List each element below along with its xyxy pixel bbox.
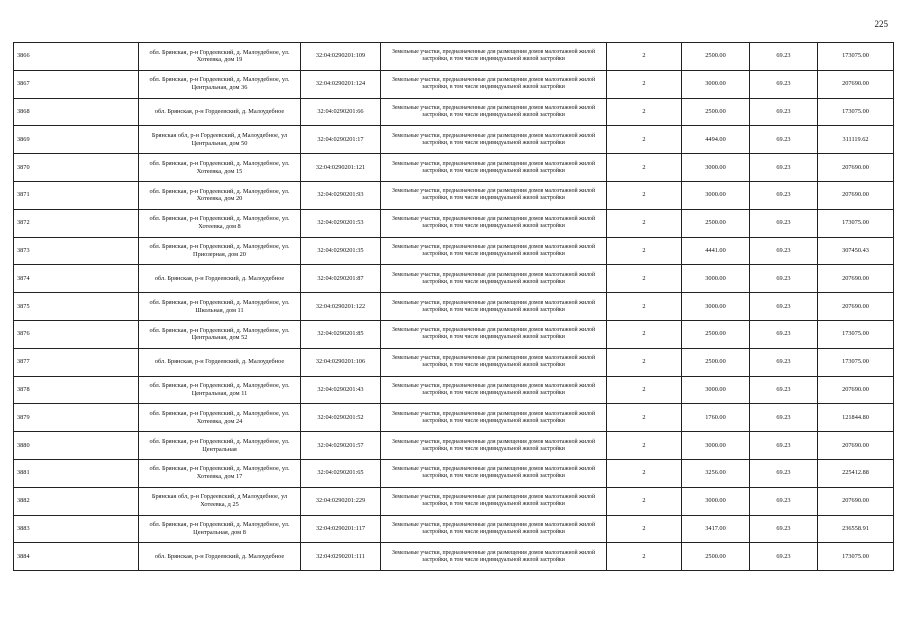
- land-registry-table: [13, 42, 894, 571]
- area-cell: 3000.00: [682, 70, 750, 98]
- address-cell: обл. Брянская, р-н Гордеевский, д. Малоудебное: [139, 348, 301, 376]
- row-number: 3871: [14, 181, 139, 209]
- rate-cell: 69.23: [750, 181, 818, 209]
- land-use-cell: Земельные участки, предназначенные для размещения домов малоэтажной жилой застройки, в том числе индивидуальной жилой застройки: [381, 348, 607, 376]
- address-cell: Брянская обл, р-н Гордеевский, д Малоудебное, ул Центральная, дом 50: [139, 126, 301, 154]
- area-cell: 3000.00: [682, 376, 750, 404]
- rate-cell: 69.23: [750, 126, 818, 154]
- rate-cell: 69.23: [750, 293, 818, 321]
- row-number: 3866: [14, 43, 139, 71]
- cadastral-value-cell: 207690.00: [818, 154, 894, 182]
- group-cell: 2: [607, 320, 682, 348]
- cadastral-value-cell: 207690.00: [818, 265, 894, 293]
- area-cell: 3000.00: [682, 181, 750, 209]
- land-use-cell: Земельные участки, предназначенные для размещения домов малоэтажной жилой застройки, в том числе индивидуальной жилой застройки: [381, 459, 607, 487]
- cadastral-number-cell: 32:04:0290201:57: [301, 432, 381, 460]
- land-use-cell: Земельные участки, предназначенные для размещения домов малоэтажной жилой застройки, в том числе индивидуальной жилой застройки: [381, 70, 607, 98]
- group-cell: 2: [607, 98, 682, 126]
- group-cell: 2: [607, 70, 682, 98]
- group-cell: 2: [607, 487, 682, 515]
- rate-cell: 69.23: [750, 43, 818, 71]
- table-row: [14, 43, 894, 71]
- table-row: [14, 404, 894, 432]
- rate-cell: 69.23: [750, 487, 818, 515]
- table-row: [14, 320, 894, 348]
- area-cell: 1760.00: [682, 404, 750, 432]
- table-body: [14, 43, 894, 571]
- cadastral-value-cell: 121844.80: [818, 404, 894, 432]
- table-row: [14, 265, 894, 293]
- cadastral-number-cell: 32:04:0290201:35: [301, 237, 381, 265]
- cadastral-value-cell: 207690.00: [818, 181, 894, 209]
- table-row: [14, 154, 894, 182]
- cadastral-number-cell: 32:04:0290201:229: [301, 487, 381, 515]
- table-row: [14, 432, 894, 460]
- group-cell: 2: [607, 404, 682, 432]
- group-cell: 2: [607, 459, 682, 487]
- address-cell: обл. Брянская, р-н Гордеевский, д. Малоудебное, ул. Центральная, дом 8: [139, 515, 301, 543]
- address-cell: обл. Брянская, р-н Гордеевский, д. Малоудебное, ул. Хотеевка, дом 15: [139, 154, 301, 182]
- area-cell: 3417.00: [682, 515, 750, 543]
- address-cell: Брянская обл, р-н Гордеевский, д Малоудебное, ул Хотеевка, д 25: [139, 487, 301, 515]
- land-use-cell: Земельные участки, предназначенные для размещения домов малоэтажной жилой застройки, в том числе индивидуальной жилой застройки: [381, 543, 607, 571]
- cadastral-value-cell: 207690.00: [818, 70, 894, 98]
- area-cell: 2500.00: [682, 98, 750, 126]
- cadastral-value-cell: 207690.00: [818, 432, 894, 460]
- land-use-cell: Земельные участки, предназначенные для размещения домов малоэтажной жилой застройки, в том числе индивидуальной жилой застройки: [381, 265, 607, 293]
- cadastral-value-cell: 207690.00: [818, 487, 894, 515]
- cadastral-value-cell: 173075.00: [818, 43, 894, 71]
- row-number: 3870: [14, 154, 139, 182]
- group-cell: 2: [607, 432, 682, 460]
- group-cell: 2: [607, 376, 682, 404]
- cadastral-number-cell: 32:04:0290201:122: [301, 293, 381, 321]
- address-cell: обл. Брянская, р-н Гордеевский, д. Малоудебное, ул. Приозерная, дом 20: [139, 237, 301, 265]
- land-use-cell: Земельные участки, предназначенные для размещения домов малоэтажной жилой застройки, в том числе индивидуальной жилой застройки: [381, 98, 607, 126]
- cadastral-number-cell: 32:04:0290201:109: [301, 43, 381, 71]
- area-cell: 2500.00: [682, 320, 750, 348]
- area-cell: 3256.00: [682, 459, 750, 487]
- row-number: 3884: [14, 543, 139, 571]
- table-row: [14, 209, 894, 237]
- table-row: [14, 293, 894, 321]
- group-cell: 2: [607, 126, 682, 154]
- row-number: 3874: [14, 265, 139, 293]
- rate-cell: 69.23: [750, 98, 818, 126]
- cadastral-value-cell: 236558.91: [818, 515, 894, 543]
- cadastral-number-cell: 32:04:0290201:124: [301, 70, 381, 98]
- rate-cell: 69.23: [750, 432, 818, 460]
- address-cell: обл. Брянская, р-н Гордеевский, д. Малоудебное: [139, 98, 301, 126]
- rate-cell: 69.23: [750, 404, 818, 432]
- rate-cell: 69.23: [750, 348, 818, 376]
- land-use-cell: Земельные участки, предназначенные для размещения домов малоэтажной жилой застройки, в том числе индивидуальной жилой застройки: [381, 154, 607, 182]
- cadastral-number-cell: 32:04:0290201:93: [301, 181, 381, 209]
- table-row: [14, 515, 894, 543]
- cadastral-number-cell: 32:04:0290201:85: [301, 320, 381, 348]
- row-number: 3882: [14, 487, 139, 515]
- address-cell: обл. Брянская, р-н Гордеевский, д. Малоудебное, ул. Центральная, дом 11: [139, 376, 301, 404]
- rate-cell: 69.23: [750, 543, 818, 571]
- cadastral-value-cell: 207690.00: [818, 376, 894, 404]
- row-number: 3880: [14, 432, 139, 460]
- address-cell: обл. Брянская, р-н Гордеевский, д. Малоудебное, ул. Хотеевка, дом 24: [139, 404, 301, 432]
- row-number: 3878: [14, 376, 139, 404]
- table-row: [14, 543, 894, 571]
- land-use-cell: Земельные участки, предназначенные для размещения домов малоэтажной жилой застройки, в том числе индивидуальной жилой застройки: [381, 404, 607, 432]
- cadastral-value-cell: 173075.00: [818, 320, 894, 348]
- cadastral-number-cell: 32:04:0290201:106: [301, 348, 381, 376]
- area-cell: 4494.00: [682, 126, 750, 154]
- table-row: [14, 487, 894, 515]
- group-cell: 2: [607, 237, 682, 265]
- rate-cell: 69.23: [750, 515, 818, 543]
- cadastral-number-cell: 32:04:0290201:53: [301, 209, 381, 237]
- row-number: 3868: [14, 98, 139, 126]
- row-number: 3873: [14, 237, 139, 265]
- area-cell: 3000.00: [682, 293, 750, 321]
- land-use-cell: Земельные участки, предназначенные для размещения домов малоэтажной жилой застройки, в том числе индивидуальной жилой застройки: [381, 432, 607, 460]
- rate-cell: 69.23: [750, 459, 818, 487]
- cadastral-value-cell: 207690.00: [818, 293, 894, 321]
- rate-cell: 69.23: [750, 265, 818, 293]
- row-number: 3881: [14, 459, 139, 487]
- land-use-cell: Земельные участки, предназначенные для размещения домов малоэтажной жилой застройки, в том числе индивидуальной жилой застройки: [381, 126, 607, 154]
- cadastral-value-cell: 307450.43: [818, 237, 894, 265]
- area-cell: 2500.00: [682, 543, 750, 571]
- address-cell: обл. Брянская, р-н Гордеевский, д. Малоудебное, ул. Центральная, дом 52: [139, 320, 301, 348]
- land-use-cell: Земельные участки, предназначенные для размещения домов малоэтажной жилой застройки, в том числе индивидуальной жилой застройки: [381, 515, 607, 543]
- land-use-cell: Земельные участки, предназначенные для размещения домов малоэтажной жилой застройки, в том числе индивидуальной жилой застройки: [381, 43, 607, 71]
- rate-cell: 69.23: [750, 237, 818, 265]
- area-cell: 2500.00: [682, 209, 750, 237]
- group-cell: 2: [607, 154, 682, 182]
- rate-cell: 69.23: [750, 70, 818, 98]
- rate-cell: 69.23: [750, 376, 818, 404]
- row-number: 3869: [14, 126, 139, 154]
- address-cell: обл. Брянская, р-н Гордеевский, д. Малоудебное, ул. Центральная, дом 36: [139, 70, 301, 98]
- group-cell: 2: [607, 181, 682, 209]
- address-cell: обл. Брянская, р-н Гордеевский, д. Малоудебное, ул. Школьная, дом 11: [139, 293, 301, 321]
- row-number: 3867: [14, 70, 139, 98]
- rate-cell: 69.23: [750, 154, 818, 182]
- address-cell: обл. Брянская, р-н Гордеевский, д. Малоудебное, ул. Хотеевка, дом 19: [139, 43, 301, 71]
- area-cell: 3000.00: [682, 154, 750, 182]
- group-cell: 2: [607, 209, 682, 237]
- table-row: [14, 376, 894, 404]
- cadastral-value-cell: 225412.88: [818, 459, 894, 487]
- area-cell: 2500.00: [682, 43, 750, 71]
- row-number: 3879: [14, 404, 139, 432]
- cadastral-number-cell: 32:04:0290201:65: [301, 459, 381, 487]
- group-cell: 2: [607, 293, 682, 321]
- row-number: 3883: [14, 515, 139, 543]
- rate-cell: 69.23: [750, 209, 818, 237]
- cadastral-number-cell: 32:04:0290201:87: [301, 265, 381, 293]
- area-cell: 2500.00: [682, 348, 750, 376]
- cadastral-number-cell: 32:04:0290201:66: [301, 98, 381, 126]
- table-row: [14, 126, 894, 154]
- cadastral-number-cell: 32:04:0290201:117: [301, 515, 381, 543]
- row-number: 3875: [14, 293, 139, 321]
- land-use-cell: Земельные участки, предназначенные для размещения домов малоэтажной жилой застройки, в том числе индивидуальной жилой застройки: [381, 487, 607, 515]
- land-use-cell: Земельные участки, предназначенные для размещения домов малоэтажной жилой застройки, в том числе индивидуальной жилой застройки: [381, 320, 607, 348]
- cadastral-value-cell: 173075.00: [818, 98, 894, 126]
- row-number: 3872: [14, 209, 139, 237]
- group-cell: 2: [607, 543, 682, 571]
- table-row: [14, 98, 894, 126]
- cadastral-number-cell: 32:04:0290201:111: [301, 543, 381, 571]
- table-row: [14, 348, 894, 376]
- rate-cell: 69.23: [750, 320, 818, 348]
- group-cell: 2: [607, 265, 682, 293]
- table-row: [14, 181, 894, 209]
- land-use-cell: Земельные участки, предназначенные для размещения домов малоэтажной жилой застройки, в том числе индивидуальной жилой застройки: [381, 209, 607, 237]
- cadastral-number-cell: 32:04:0290201:121: [301, 154, 381, 182]
- cadastral-number-cell: 32:04:0290201:17: [301, 126, 381, 154]
- area-cell: 4441.00: [682, 237, 750, 265]
- group-cell: 2: [607, 43, 682, 71]
- address-cell: обл. Брянская, р-н Гордеевский, д. Малоудебное: [139, 543, 301, 571]
- land-use-cell: Земельные участки, предназначенные для размещения домов малоэтажной жилой застройки, в том числе индивидуальной жилой застройки: [381, 237, 607, 265]
- land-use-cell: Земельные участки, предназначенные для размещения домов малоэтажной жилой застройки, в том числе индивидуальной жилой застройки: [381, 181, 607, 209]
- address-cell: обл. Брянская, р-н Гордеевский, д. Малоудебное, ул. Центральная: [139, 432, 301, 460]
- table-row: [14, 70, 894, 98]
- table-row: [14, 459, 894, 487]
- row-number: 3876: [14, 320, 139, 348]
- area-cell: 3000.00: [682, 487, 750, 515]
- area-cell: 3000.00: [682, 265, 750, 293]
- cadastral-value-cell: 173075.00: [818, 209, 894, 237]
- table-row: [14, 237, 894, 265]
- address-cell: обл. Брянская, р-н Гордеевский, д. Малоудебное, ул. Хотеевка, дом 17: [139, 459, 301, 487]
- group-cell: 2: [607, 348, 682, 376]
- land-use-cell: Земельные участки, предназначенные для размещения домов малоэтажной жилой застройки, в том числе индивидуальной жилой застройки: [381, 376, 607, 404]
- page-number: 225: [874, 19, 888, 29]
- cadastral-value-cell: 173075.00: [818, 348, 894, 376]
- area-cell: 3000.00: [682, 432, 750, 460]
- cadastral-value-cell: 173075.00: [818, 543, 894, 571]
- cadastral-value-cell: 311119.62: [818, 126, 894, 154]
- cadastral-number-cell: 32:04:0290201:52: [301, 404, 381, 432]
- address-cell: обл. Брянская, р-н Гордеевский, д. Малоудебное, ул. Хотеевка, дом 20: [139, 181, 301, 209]
- row-number: 3877: [14, 348, 139, 376]
- cadastral-number-cell: 32:04:0290201:43: [301, 376, 381, 404]
- group-cell: 2: [607, 515, 682, 543]
- land-use-cell: Земельные участки, предназначенные для размещения домов малоэтажной жилой застройки, в том числе индивидуальной жилой застройки: [381, 293, 607, 321]
- address-cell: обл. Брянская, р-н Гордеевский, д. Малоудебное: [139, 265, 301, 293]
- address-cell: обл. Брянская, р-н Гордеевский, д. Малоудебное, ул. Хотеевка, дом 8: [139, 209, 301, 237]
